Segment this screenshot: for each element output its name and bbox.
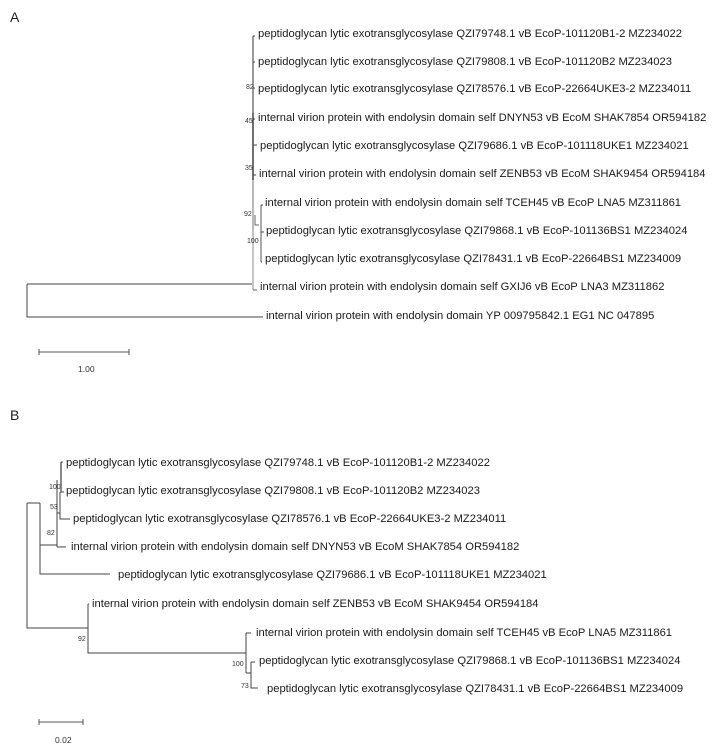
bootstrap-value: 100 xyxy=(247,238,259,245)
scale-bar-label: 1.00 xyxy=(78,364,95,374)
panel-a-leaf: internal virion protein with endolysin domain self GXIJ6 vB EcoP LNA3 MZ311862 xyxy=(260,281,665,293)
bootstrap-value: 92 xyxy=(78,636,86,643)
panel-b-leaf: peptidoglycan lytic exotransglycosylase QZI79808.1 vB EcoP-101120B2 MZ234023 xyxy=(66,485,480,497)
bootstrap-value: 82 xyxy=(246,84,254,91)
bootstrap-value: 100 xyxy=(49,484,61,491)
panel-a-leaf: internal virion protein with endolysin domain self TCEH45 vB EcoP LNA5 MZ311861 xyxy=(265,197,682,209)
panel-a-leaf: peptidoglycan lytic exotransglycosylase QZI78431.1 vB EcoP-22664BS1 MZ234009 xyxy=(265,253,682,265)
panel-b-leaf: internal virion protein with endolysin domain self TCEH45 vB EcoP LNA5 MZ311861 xyxy=(256,627,673,639)
panel-a-leaf: peptidoglycan lytic exotransglycosylase QZI79686.1 vB EcoP-101118UKE1 MZ234021 xyxy=(260,140,689,152)
panel-a-leaf: internal virion protein with endolysin domain self ZENB53 vB EcoM SHAK9454 OR594184 xyxy=(259,168,706,180)
bootstrap-value: 35 xyxy=(245,165,253,172)
panel-a-label: A xyxy=(10,9,20,25)
bootstrap-value: 100 xyxy=(232,661,244,668)
panel-a-leaf: peptidoglycan lytic exotransglycosylase QZI79868.1 vB EcoP-101136BS1 MZ234024 xyxy=(266,225,688,237)
panel-a-leaf: internal virion protein with endolysin domain YP 009795842.1 EG1 NC 047895 xyxy=(266,310,655,322)
panel-a-leaf: peptidoglycan lytic exotransglycosylase QZI79808.1 vB EcoP-101120B2 MZ234023 xyxy=(258,56,672,68)
panel-b-label: B xyxy=(10,407,20,423)
panel-a-leaf: peptidoglycan lytic exotransglycosylase QZI79748.1 vB EcoP-101120B1-2 MZ234022 xyxy=(258,28,682,40)
panel-b-leaf: peptidoglycan lytic exotransglycosylase QZI79748.1 vB EcoP-101120B1-2 MZ234022 xyxy=(66,457,490,469)
bootstrap-value: 45 xyxy=(245,118,253,125)
panel-a-leaf: internal virion protein with endolysin domain self DNYN53 vB EcoM SHAK7854 OR594182 xyxy=(258,112,707,124)
bootstrap-value: 53 xyxy=(50,504,58,511)
scale-bar-label: 0.02 xyxy=(55,735,72,745)
panel-b-leaf: peptidoglycan lytic exotransglycosylase QZI78576.1 vB EcoP-22664UKE3-2 MZ234011 xyxy=(73,513,507,525)
bootstrap-value: 92 xyxy=(244,211,252,218)
bootstrap-value: 73 xyxy=(241,683,249,690)
bootstrap-value: 82 xyxy=(47,530,55,537)
panel-b-leaf: peptidoglycan lytic exotransglycosylase QZI79868.1 vB EcoP-101136BS1 MZ234024 xyxy=(259,655,681,667)
panel-b-leaf: internal virion protein with endolysin domain self DNYN53 vB EcoM SHAK7854 OR594182 xyxy=(71,541,520,553)
panel-a-leaf: peptidoglycan lytic exotransglycosylase QZI78576.1 vB EcoP-22664UKE3-2 MZ234011 xyxy=(258,83,692,95)
panel-b-leaf: peptidoglycan lytic exotransglycosylase QZI79686.1 vB EcoP-101118UKE1 MZ234021 xyxy=(118,569,547,581)
panel-b-leaf: peptidoglycan lytic exotransglycosylase QZI78431.1 vB EcoP-22664BS1 MZ234009 xyxy=(267,683,684,695)
panel-b-leaf: internal virion protein with endolysin domain self ZENB53 vB EcoM SHAK9454 OR594184 xyxy=(92,598,539,610)
